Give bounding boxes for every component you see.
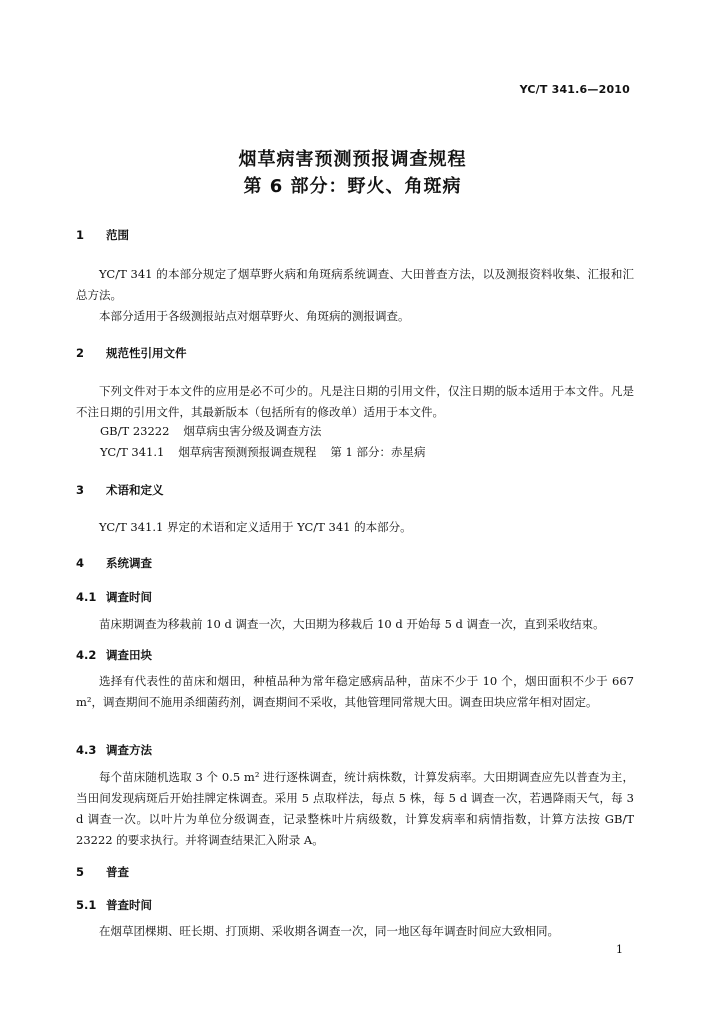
section-number: 4.2 [76, 648, 97, 662]
section-4-1-heading [76, 589, 152, 605]
section-4-1-paragraph: 苗床期调查为移栽前 10 d 调查一次，大田期为移栽后 10 d 开始每 5 d 调查一次，直到采收结束。 [99, 617, 605, 631]
section-title: 普查时间 [106, 898, 152, 912]
section-4-heading [76, 555, 152, 571]
document-subtitle: 第 6 部分：野火、角斑病 [243, 176, 462, 197]
section-3-heading [76, 482, 164, 498]
standard-code: YC/T 341.6—2010 [519, 83, 630, 96]
reference-part: 第 1 部分：赤星病 [330, 445, 426, 459]
section-number: 1 [76, 228, 85, 242]
section-3-paragraph: YC/T 341.1 界定的术语和定义适用于 YC/T 341 的本部分。 [99, 520, 412, 534]
section-5-1-paragraph: 在烟草团棵期、旺长期、打顶期、采收期各调查一次，同一地区每年调查时间应大致相同。 [99, 924, 559, 938]
page-number: 1 [616, 943, 623, 956]
reference-title: 烟草病害预测预报调查规程 [178, 445, 317, 459]
section-1-paragraph-1: YC/T 341 的本部分规定了烟草野火病和角斑病系统调查、大田普查方法，以及测报资料收集、汇报和汇总方法。 [76, 267, 634, 302]
reference-1 [100, 423, 321, 439]
section-title: 普查 [106, 865, 129, 879]
section-5-1-heading [76, 897, 152, 913]
section-number: 4 [76, 556, 85, 570]
section-number: 5.1 [76, 898, 97, 912]
section-number: 4.1 [76, 590, 97, 604]
section-title: 调查方法 [106, 743, 152, 757]
section-4-2-heading [76, 647, 152, 663]
reference-code: YC/T 341.1 [100, 445, 165, 459]
reference-title: 烟草病虫害分级及调查方法 [183, 424, 322, 438]
section-number: 3 [76, 483, 85, 497]
section-title: 规范性引用文件 [106, 346, 187, 360]
section-1-paragraph-2: 本部分适用于各级测报站点对烟草野火、角斑病的测报调查。 [99, 309, 410, 323]
section-title: 系统调查 [106, 556, 152, 570]
section-number: 2 [76, 346, 85, 360]
document-title: 烟草病害预测预报调查规程 [238, 149, 467, 170]
section-1-heading [76, 227, 129, 243]
section-4-3-paragraph: 每个苗床随机选取 3 个 0.5 m² 进行逐株调查，统计病株数，计算发病率。大田期调查应先以普查为主，当田间发现病斑后开始挂牌定株调查。采用 5 点取样法，每点 5 株，每 5 d 调查一次，若遇降雨天气，每 3 d 调查一次。以叶片为单位分级调查，记录整株叶片病级数，计算发病率和病情指数，计算方法按 GB/T 23222 的要求执行。并将调查结果汇入附录 A。 [76, 770, 634, 847]
section-5-heading [76, 864, 129, 880]
section-4-3-heading [76, 742, 152, 758]
section-title: 调查时间 [106, 590, 152, 604]
section-title: 术语和定义 [106, 483, 164, 497]
reference-2 [100, 444, 425, 460]
section-2-paragraph: 下列文件对于本文件的应用是必不可少的。凡是注日期的引用文件，仅注日期的版本适用于本文件。凡是不注日期的引用文件，其最新版本（包括所有的修改单）适用于本文件。 [76, 384, 634, 419]
section-title: 范围 [106, 228, 129, 242]
section-title: 调查田块 [106, 648, 152, 662]
section-2-heading [76, 345, 187, 361]
reference-code: GB/T 23222 [100, 424, 170, 438]
section-4-2-paragraph: 选择有代表性的苗床和烟田，种植品种为常年稳定感病品种，苗床不少于 10 个，烟田面积不少于 667 m²，调查期间不施用杀细菌药剂，调查期间不采收，其他管理同常规大田。调查田块应常年相对固定。 [76, 674, 634, 709]
section-number: 4.3 [76, 743, 97, 757]
section-number: 5 [76, 865, 85, 879]
